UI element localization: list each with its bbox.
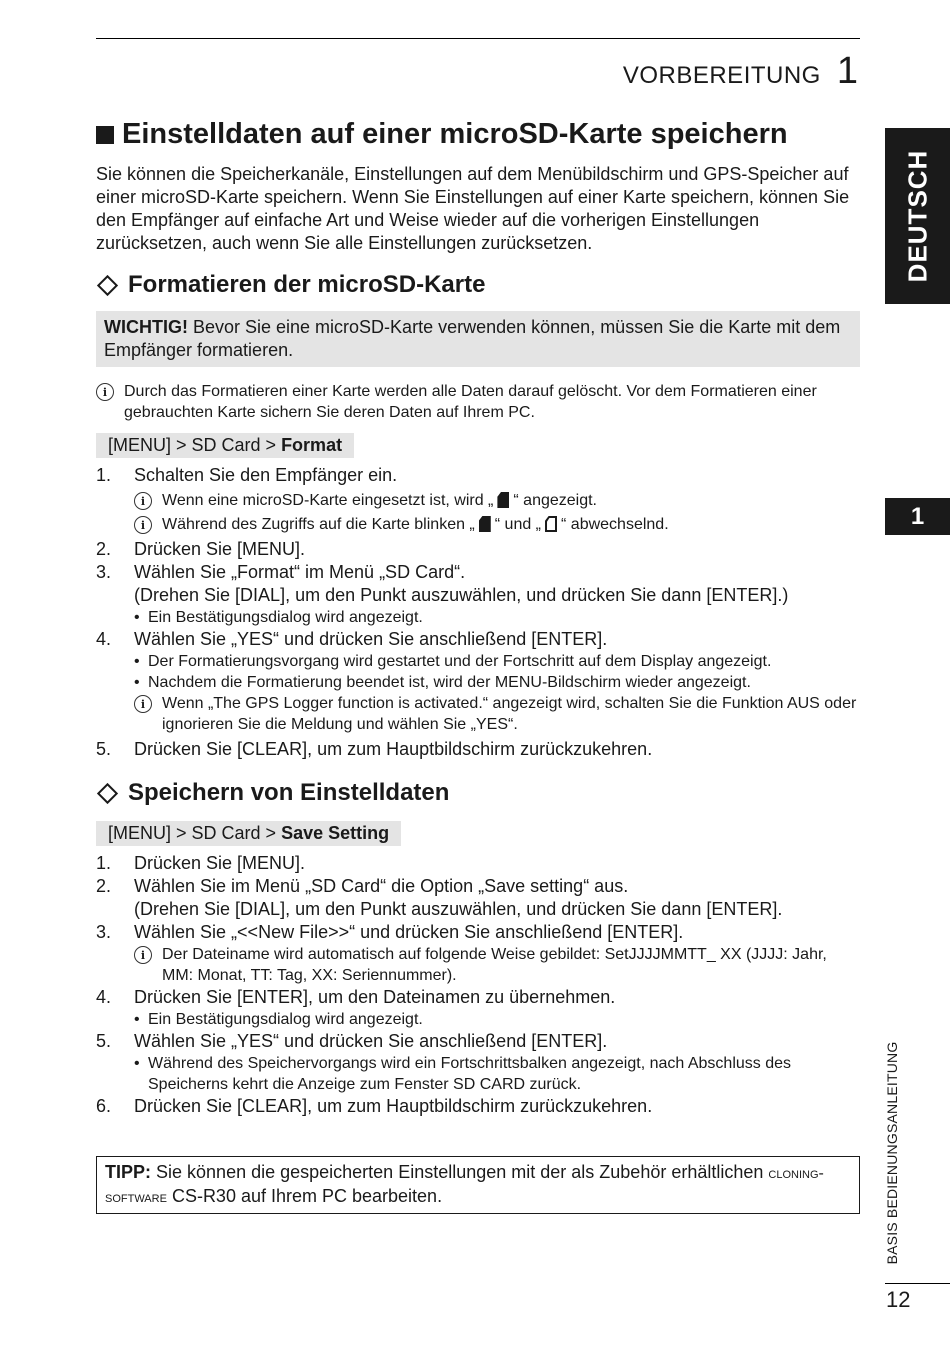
bullet-text: Ein Bestätigungsdialog wird angezeigt. [148,609,423,626]
format-step-5 [96,738,860,761]
step-number: 1. [96,465,112,485]
step-number: 5. [96,739,112,759]
save-step-3 [96,921,860,944]
info-text: Wenn „The GPS Logger function is activated.“ angezeigt wird, schalten Sie die Funktion AUS oder ignorieren Sie die Meldung und wählen Sie „YES“. [162,695,857,733]
format-step-4-info [96,693,860,735]
section-intro: Sie können die Speicherkanäle, Einstellungen auf dem Menübildschirm und GPS-Speicher auf einer microSD-Karte speichern. Wenn Sie Einstellungen auf einer Karte speichern, können Sie den Empfänger auf einfache Art und Weise wieder auf die vorherigen Einstellungen zurücksetzen, auch wenn Sie alle Einstellungen zurücksetzen. [96,164,850,253]
format-step-3-bullet [96,607,860,628]
bullet-text: Während des Speichervorgangs wird ein Fortschrittsbalken angezeigt, nach Abschluss des Speicherns kehrt die Anzeige zum Fenster SD CARD zurück. [148,1055,792,1093]
manual-label: BASIS BEDIENUNGSANLEITUNG [884,1041,900,1264]
menu-path-item: Save Setting [281,823,390,843]
step-number: 3. [96,922,112,942]
bullet-text: Nachdem die Formatierung beendet ist, wird der MENU-Bildschirm wieder angezeigt. [148,674,751,691]
tip-label: TIPP: [105,1162,152,1182]
step-text: Schalten Sie den Empfänger ein. [134,465,398,485]
format-step-2 [96,538,860,561]
step-number: 3. [96,562,112,582]
chapter-title: VORBEREITUNG [622,62,821,89]
save-step-2 [96,875,860,898]
bullet-dot: • [134,1055,140,1072]
step-text: Wählen Sie „<<New File>>“ und drücken Sie anschließend [ENTER]. [134,922,684,942]
chapter-header [623,50,858,93]
info-icon: i [134,492,152,510]
format-step-1-info-2 [96,514,860,535]
step-text: Drücken Sie [ENTER], um den Dateinamen zu übernehmen. [134,987,616,1007]
bullet-dot: • [134,609,140,626]
manual-title [878,1040,906,1265]
step-text: Wählen Sie im Menü „SD Card“ die Option „Save setting“ aus. [134,876,629,896]
sd-card-outline-icon [545,516,557,532]
save-step-5-bullet [96,1053,860,1095]
save-step-2-cont: (Drehen Sie [DIAL], um den Punkt auszuwählen, und drücken Sie dann [ENTER]. [134,899,783,919]
footer-rule [885,1283,950,1284]
info-icon: i [134,946,152,964]
info-text: “ angezeigt. [513,492,597,509]
step-number: 5. [96,1031,112,1051]
step-number: 2. [96,539,112,559]
square-bullet-icon [96,126,114,144]
menu-path-text: [MENU] > SD Card > [108,823,282,843]
save-step-4-bullet [96,1009,860,1030]
bullet-dot: • [134,1011,140,1028]
step-text: Wählen Sie „Format“ im Menü „SD Card“. [134,562,466,582]
format-info [96,381,860,423]
save-heading [96,779,860,807]
diamond-icon [97,274,118,295]
format-step-4 [96,628,860,651]
info-text: Der Dateiname wird automatisch auf folgende Weise gebildet: SetJJJJMMTT_ XX (JJJJ: Jahr, MM: Monat, TT: Tag, XX: Seriennummer). [162,946,827,984]
menu-path-text: [MENU] > SD Card > [108,435,282,455]
step-number: 1. [96,853,112,873]
important-text: Bevor Sie eine microSD-Karte verwenden können, müssen Sie die Karte mit dem Empfänger formatieren. [104,317,841,360]
save-step-5 [96,1030,860,1053]
step-text: Drücken Sie [MENU]. [134,853,306,873]
diamond-icon [97,782,118,803]
top-rule [96,38,860,39]
sd-card-icon [497,492,509,508]
step-text: Wählen Sie „YES“ und drücken Sie anschließend [ENTER]. [134,629,608,649]
chapter-tab: 1 [885,498,950,535]
page-number: 12 [886,1287,911,1312]
step-text: Drücken Sie [CLEAR], um zum Hauptbildschirm zurückzukehren. [134,1096,653,1116]
chapter-number: 1 [836,50,858,92]
bullet-text: Ein Bestätigungsdialog wird angezeigt. [148,1011,423,1028]
step-text: Drücken Sie [CLEAR], um zum Hauptbildschirm zurückzukehren. [134,739,653,759]
bullet-text: Der Formatierungsvorgang wird gestartet und der Fortschritt auf dem Display angezeigt. [148,653,772,670]
format-step-1-info-1 [96,490,860,511]
format-step-4-bullet-1 [96,651,860,672]
format-title: Formatieren der microSD-Karte [128,271,486,298]
tip-text-2: CS-R30 auf Ihrem PC bearbeiten. [166,1186,443,1206]
section-title: Einstelldaten auf einer microSD-Karte speichern [122,118,788,150]
info-text: Wenn eine microSD-Karte eingesetzt ist, wird „ [162,492,494,509]
info-icon: i [96,383,114,401]
important-label: WICHTIG! [104,317,188,337]
format-heading [96,271,860,299]
save-menu-path [96,821,401,846]
format-step-3 [96,561,860,584]
step-number: 6. [96,1096,112,1116]
important-note [96,311,860,367]
format-info-text: Durch das Formatieren einer Karte werden alle Daten darauf gelöscht. Vor dem Formatieren einer gebrauchten Karte sichern Sie deren Daten auf Ihrem PC. [124,383,817,421]
menu-path-item: Format [281,435,343,455]
info-text: “ und „ [494,516,542,533]
tip-text: Sie können die gespeicherten Einstellungen mit der als Zubehör erhältlichen [151,1162,769,1182]
save-step-6 [96,1095,860,1118]
format-step-4-bullet-2 [96,672,860,693]
save-step-1 [96,852,860,875]
bullet-dot: • [134,674,140,691]
step-text: Drücken Sie [MENU]. [134,539,306,559]
info-text: Während des Zugriffs auf die Karte blinken „ [162,516,475,533]
language-tab [885,128,950,304]
language-label: DEUTSCH [902,149,932,283]
format-menu-path [96,433,354,458]
info-text: “ abwechselnd. [561,516,669,533]
format-step-1 [96,464,860,487]
info-icon: i [134,516,152,534]
sd-card-icon [479,516,491,532]
save-step-4 [96,986,860,1009]
step-text: Wählen Sie „YES“ und drücken Sie anschließend [ENTER]. [134,1031,608,1051]
bullet-dot: • [134,653,140,670]
step-number: 4. [96,629,112,649]
format-step-3-cont: (Drehen Sie [DIAL], um den Punkt auszuwählen, und drücken Sie dann [ENTER].) [134,585,789,605]
info-icon: i [134,695,152,713]
step-number: 4. [96,987,112,1007]
save-step-3-info [96,944,860,986]
tip-box [96,1156,860,1214]
page-content [96,118,860,1214]
tip-software: cloning-software [105,1165,824,1206]
save-title: Speichern von Einstelldaten [128,779,450,806]
step-number: 2. [96,876,112,896]
section-heading [96,118,860,151]
